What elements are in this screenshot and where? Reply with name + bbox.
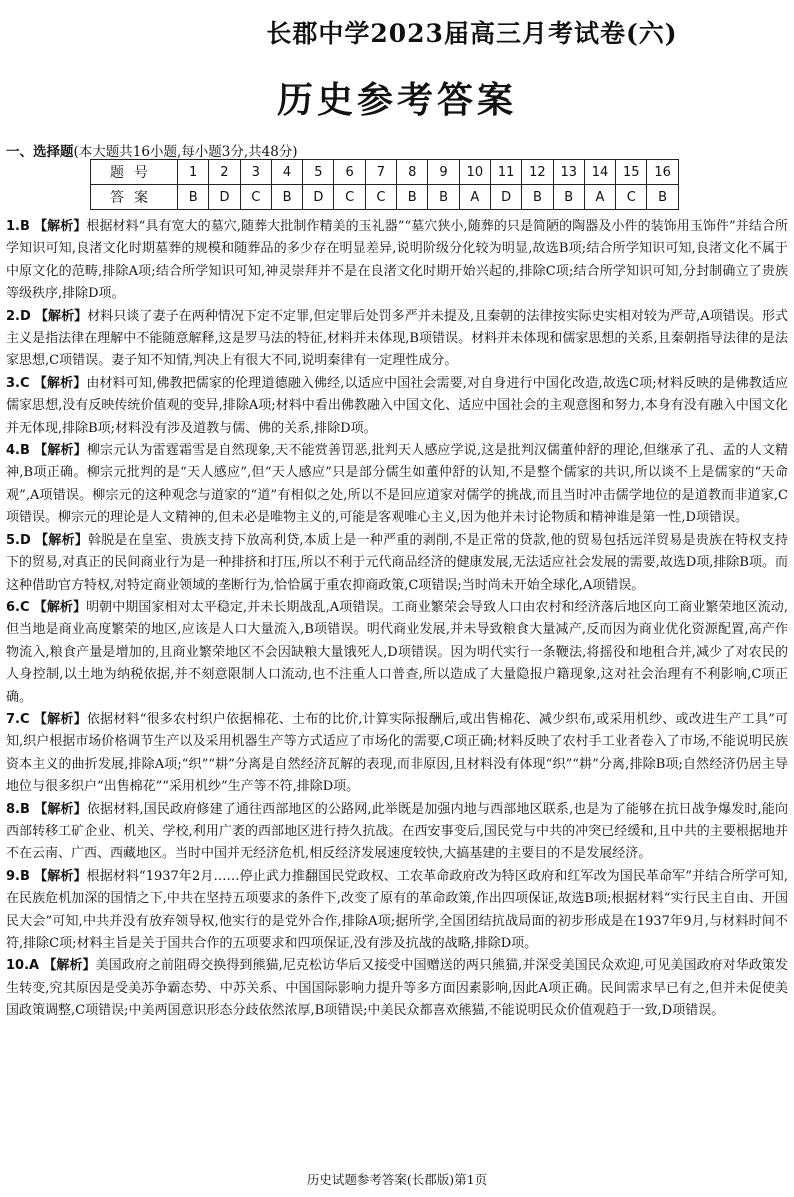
answer-cell: A — [584, 185, 615, 210]
section-note: (本大题共16小题,每小题3分,共48分) — [73, 144, 298, 160]
item-text: 依据材料,国民政府修建了通往西部地区的公路网,此举既是加强内地与西部地区联系,也是为了能够在抗日战争爆发时,能向西部转移工矿企业、机关、学校,利用广袤的西部地区进行持久抗战。在西安事变后,国民党与中共的冲突已经缓和,且中共的主要根据地并不在云南、广西、西藏地区。当时中国并无经济危机,相反经济发展速度较快,大搞基建的主要目的不是发展经济。 — [6, 801, 788, 862]
item-text: 明朝中期国家相对太平稳定,并未长期战乱,A项错误。工商业繁荣会导致人口由农村和经济落后地区向工商业繁荣地区流动,但当地是商业高度繁荣的地区,应该是人口大量流入,B项错误。明代商业发展,并未导致粮食大量减产,反而因为商业优化资源配置,高产作物流入,粮食产量是增加的,且商业繁荣地区不会因缺粮大量饿死人,D项错误。因为明代实行一条鞭法,将摇役和地租合并,减少了对农民的人身控制,以土地为纳税依据,并不刻意限制人口流动,也不注重人口普查,所以造成了大量隐报户籍现象,这对社会治理有不利影响,C项正确。 — [6, 599, 788, 705]
answer-cell: B — [178, 185, 209, 210]
item-text: 根据材料“具有宽大的墓穴,随葬大批制作精美的玉礼器”“墓穴狭小,随葬的只是简陋的陶器及小件的装饰用玉饰件”并结合所学知识可知,良渚文化时期墓葬的规模和随葬品的多少存在明显差异,说明阶级分化较为明显,故选B项;结合所学知识可知,良渚文化不属于中原文化的范畴,排除A项;结合所学知识可知,神灵崇拜并不是在良渚文化时期开始兴起的,排除C项;结合所学知识可知,分封制确立了贵族等级秩序,排除D项。 — [6, 219, 788, 302]
answer-cell: C — [365, 185, 396, 210]
explanation-item-1 — [6, 216, 788, 306]
analysis-tag: 【解析】 — [33, 375, 87, 391]
analysis-tag: 【解析】 — [35, 532, 88, 548]
analysis-tag: 【解析】 — [34, 443, 87, 459]
section-heading — [6, 140, 298, 160]
item-number: 3.C — [6, 375, 30, 391]
answer-cell: B — [522, 185, 553, 210]
answer-cell: D — [490, 185, 521, 210]
question-number: 5 — [303, 160, 334, 185]
answer-cell: C — [334, 185, 365, 210]
explanation-item-4 — [6, 440, 788, 530]
answer-cell: C — [240, 185, 271, 210]
analysis-tag: 【解析】 — [34, 219, 87, 234]
item-number: 2.D — [6, 308, 31, 324]
analysis-tag: 【解析】 — [34, 868, 87, 884]
school-exam-title: 长郡中学2023届高三月考试卷(六) — [266, 19, 678, 48]
item-number: 7.C — [6, 711, 30, 727]
explanation-list — [6, 216, 788, 1023]
item-number: 9.B — [6, 868, 30, 884]
item-number: 4.B — [6, 443, 30, 459]
question-number: 6 — [334, 160, 365, 185]
answer-row — [91, 185, 679, 210]
question-number: 3 — [240, 160, 271, 185]
question-number: 9 — [428, 160, 459, 185]
answer-table — [90, 159, 679, 210]
analysis-tag: 【解析】 — [34, 801, 87, 817]
question-number-row — [91, 160, 679, 185]
question-number: 14 — [584, 160, 615, 185]
explanation-item-7 — [6, 709, 788, 799]
item-number: 5.D — [6, 532, 31, 548]
item-text: 依据材料“很多农村织户依据棉花、土布的比价,计算实际报酬后,或出售棉花、减少织布,或采用机纱、或改进生产工具”可知,织户根据市场价格调节生产以及采用机器生产等方式适应了市场化的需要,C项正确;材料反映了农村手工业者卷入了市场,不能说明民族资本主义的曲折发展,排除A项;“织”“耕”分离是自然经济瓦解的表现,而非原因,且材料没有体现“织”“耕”分离,排除B项;自然经济仍居主导地位与很多织户“出售棉花”“采用机纱”生产等不符,排除D项。 — [6, 711, 788, 795]
answer-cell: B — [428, 185, 459, 210]
item-text: 材料只谈了妻子在两种情况下定不定罪,但定罪后处罚多严并未提及,且秦朝的法律按实际史实相对较为严苛,A项错误。形式主义是指法律在理解中不能随意解释,这是罗马法的特征,材料并未体现,B项错误。材料并未体现和儒家思想的关系,且秦朝指导法律的是法家思想,C项错误。妻子知不知情,判决上有很大不同,说明秦律有一定理性成分。 — [6, 308, 788, 369]
explanation-item-10 — [6, 955, 788, 1022]
item-number: 6.C — [6, 599, 30, 615]
analysis-tag: 【解析】 — [33, 599, 87, 615]
section-label: 一、选择题 — [6, 144, 74, 160]
question-number: 1 — [178, 160, 209, 185]
question-number: 13 — [553, 160, 584, 185]
answer-label: 答案 — [91, 185, 178, 210]
item-number: 8.B — [6, 801, 30, 817]
answer-cell: D — [209, 185, 240, 210]
explanation-item-8 — [6, 799, 788, 866]
question-number-label: 题号 — [91, 160, 178, 185]
question-number: 10 — [459, 160, 490, 185]
explanation-item-5 — [6, 530, 788, 597]
question-number: 8 — [397, 160, 428, 185]
question-number: 15 — [616, 160, 647, 185]
question-number: 16 — [647, 160, 678, 185]
analysis-tag: 【解析】 — [34, 308, 88, 324]
question-number: 2 — [209, 160, 240, 185]
analysis-tag: 【解析】 — [43, 958, 96, 974]
item-text: 由材料可知,佛教把儒家的伦理道德融入佛经,以适应中国社会需要,对自身进行中国化改造,故选C项;材料反映的是佛教适应儒家思想,没有反映传统价值观的变异,排除A项;材料中看出佛教融入中国文化、适应中国社会的主观意图和努力,本身有没有融入中国文化并无体现,排除B项;材料没有涉及道教与儒、佛的关系,排除D项。 — [6, 375, 788, 436]
item-number: 1.B — [6, 219, 30, 234]
analysis-tag: 【解析】 — [33, 711, 87, 727]
page-title: 历史参考答案 — [276, 79, 517, 121]
explanation-item-2 — [6, 306, 788, 373]
explanation-item-9 — [6, 866, 788, 956]
answer-cell: A — [459, 185, 490, 210]
item-number: 10.A — [6, 958, 40, 974]
item-text: 根据材料“1937年2月……停止武力推翻国民党政权、工农革命政府改为特区政府和红军改为国民革命军”并结合所学可知,在民族危机加深的国情之下,中共在坚持五项要求的条件下,改变了原有的革命政策,作出四项保证,故选B项;根据材料“实行民主自由、开国民大会”可知,中共并没有放弃领导权,他实行的是党外合作,排除A项;据所学,全国团结抗战局面的初步形成是在1937年9月,与材料时间不符,排除C项;材料主旨是关于国共合作的五项要求和四项保证,没有涉及抗战的战略,排除D项。 — [6, 868, 788, 951]
answer-cell: B — [647, 185, 678, 210]
item-text: 斡脱是在皇室、贵族支持下放高利贷,本质上是一种严重的剥削,不是正常的贷款,他的贸易包括远洋贸易是贵族在特权支持下的贸易,对真正的民间商业行为是一种排挤和打压,所以不利于元代商品经济的健康发展,无法适应社会发展的需要,故选D项,排除B项。而这种借助官方特权,对特定商业领域的垄断行为,恰恰属于重农抑商政策,C项错误;当时尚未开始全球化,A项错误。 — [6, 532, 788, 593]
answer-cell: D — [303, 185, 334, 210]
question-number: 4 — [271, 160, 302, 185]
question-number: 11 — [490, 160, 521, 185]
item-text: 柳宗元认为雷霆霜雪是自然现象,天不能赏善罚恶,批判天人感应学说,这是批判汉儒董仲舒的理论,但继承了孔、孟的人文精神,B项正确。柳宗元批判的是“天人感应”,但“天人感应”只是部分儒生如董仲舒的认知,不是整个儒家的共识,所以谈不上是儒家的“天命观”,A项错误。柳宗元的这种观念与道家的“道”有相似之处,所以不是回应道家对儒学的挑战,而且当时冲击儒学地位的是道教而非道家,C项错误。柳宗元的理论是人文精神的,但未必是唯物主义的,可能是客观唯心主义,因为他并未讨论物质和精神谁是第一性,D项错误。 — [6, 443, 788, 526]
item-text: 美国政府之前阻碍交换得到熊猫,尼克松访华后又接受中国赠送的两只熊猫,并深受美国民众欢迎,可见美国政府对华政策发生转变,究其原因是受美苏争霸态势、中苏关系、中国国际影响力提升等多方面因素影响,因此A项正确。民间需求早已有之,但并未促使美国政策调整,C项错误;中美两国意识形态分歧依然浓厚,B项错误;中美民众都喜欢熊猫,不能说明民众价值观趋于一致,D项错误。 — [6, 958, 788, 1019]
answer-cell: B — [397, 185, 428, 210]
question-number: 7 — [365, 160, 396, 185]
page-footer: 历史试题参考答案(长郡版)第1页 — [306, 1172, 488, 1187]
answer-cell: B — [271, 185, 302, 210]
answer-cell: C — [616, 185, 647, 210]
explanation-item-3 — [6, 373, 788, 440]
explanation-item-6 — [6, 597, 788, 709]
answer-cell: B — [553, 185, 584, 210]
question-number: 12 — [522, 160, 553, 185]
